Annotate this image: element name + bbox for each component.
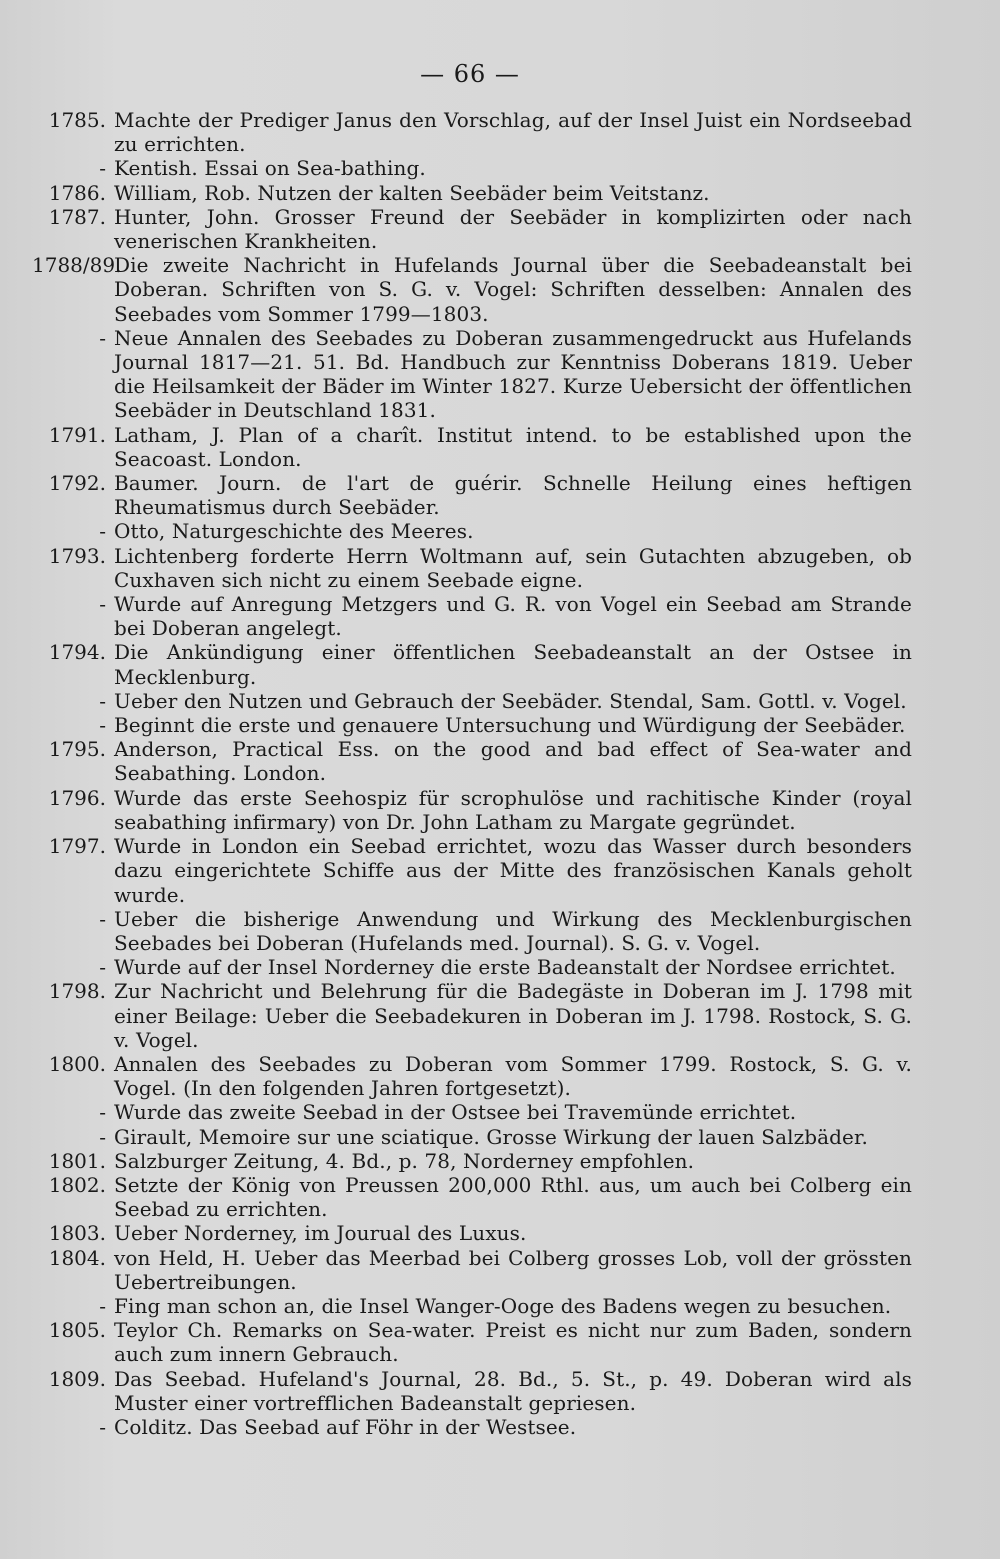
entry-text: Kentish. Essai on Sea-bathing. [114,156,426,181]
entry-year: - [99,955,106,980]
entry-year: - [99,1124,106,1149]
chronology-entry [32,205,912,253]
chronology-entry [32,1318,912,1366]
chronology-entry [32,1294,912,1318]
entry-text: Latham, J. Plan of a charît. Institut intend. to be established upon the Seacoast. London. [114,422,912,471]
entry-year: - [99,1293,106,1318]
chronology-entry [32,640,912,688]
entry-text: Colditz. Das Seebad auf Föhr in der Westsee. [114,1414,577,1439]
chronology-entry [32,737,912,785]
chronology-entry [32,156,912,180]
entry-text: Zur Nachricht und Belehrung für die Badegäste in Doberan im J. 1798 mit einer Beilage: Ueber die Seebadekuren in Doberan im J. 1798. Rostock, S. G. v. Vogel. [114,979,912,1052]
entry-year: - [99,1100,106,1125]
entry-year: 1803. [48,1221,106,1246]
chronology-entry [32,1246,912,1294]
entry-year: 1791. [48,422,106,447]
entry-year: 1797. [48,834,106,859]
entry-year: 1805. [48,1318,106,1343]
entry-text: Fing man schon an, die Insel Wanger-Ooge des Badens wegen zu besuchen. [114,1293,892,1318]
entry-year: 1788/89. [32,253,122,278]
entry-text: Wurde auf der Insel Norderney die erste Badeanstalt der Nordsee errichtet. [114,955,896,980]
page-number: — 66 — [420,60,520,88]
entry-text: Die Ankündigung einer öffentlichen Seebadeanstalt an der Ostsee in Mecklenburg. [114,640,912,689]
entry-text: Wurde das erste Seehospiz für scrophulöse und rachitische Kinder (royal seabathing infirmary) von Dr. John Latham zu Margate gegründet. [114,785,912,834]
chronology-entry [32,907,912,955]
chronology-entry [32,1125,912,1149]
entry-year: 1800. [48,1051,106,1076]
entry-text: Beginnt die erste und genauere Untersuchung und Würdigung der Seebäder. [114,713,906,738]
chronology-entry [32,544,912,592]
chronology-entry [32,181,912,205]
entry-year: - [99,519,106,544]
entry-text: Girault, Memoire sur une sciatique. Grosse Wirkung der lauen Salzbäder. [114,1124,868,1149]
entry-year: - [99,688,106,713]
chronology-entry [32,108,912,156]
entry-year: - [99,156,106,181]
chronology-entry [32,1367,912,1415]
entry-year: 1796. [48,785,106,810]
chronology-entry [32,1149,912,1173]
entry-year: - [99,906,106,931]
entry-year: 1787. [48,204,106,229]
chronology-entry [32,423,912,471]
entry-year: - [99,325,106,350]
entry-text: Ueber Norderney, im Jourual des Luxus. [114,1221,527,1246]
entry-text: Ueber die bisherige Anwendung und Wirkung des Mecklenburgischen Seebades bei Doberan (Hufelands med. Journal). S. G. v. Vogel. [114,906,912,955]
chronology-entry [32,834,912,907]
entry-text: Teylor Ch. Remarks on Sea-water. Preist es nicht nur zum Baden, sondern auch zum innern Gebrauch. [114,1318,912,1367]
chronology-entry [32,786,912,834]
entry-year: 1794. [48,640,106,665]
entry-text: Die zweite Nachricht in Hufelands Journal über die Seebadeanstalt bei Doberan. Schriften von S. G. v. Vogel: Schriften desselben: Annalen des Seebades vom Sommer 1799—1803. [114,253,912,326]
entry-text: William, Rob. Nutzen der kalten Seebäder beim Veitstanz. [114,180,710,205]
entry-year: - [99,713,106,738]
chronology-entry [32,1100,912,1124]
chronology-entry [32,979,912,1052]
chronology-entry [32,955,912,979]
chronology-entry [32,592,912,640]
chronology-entry [32,471,912,519]
entry-text: von Held, H. Ueber das Meerbad bei Colberg grosses Lob, voll der grössten Uebertreibungen. [114,1245,912,1294]
entry-year: 1802. [48,1172,106,1197]
entry-text: Baumer. Journ. de l'art de guérir. Schnelle Heilung eines heftigen Rheumatismus durch Seebäder. [114,471,912,520]
entry-year: 1809. [48,1366,106,1391]
entry-text: Hunter, John. Grosser Freund der Seebäder in komplizirten oder nach venerischen Krankheiten. [114,204,912,254]
entry-text: Wurde auf Anregung Metzgers und G. R. von Vogel ein Seebad am Strande bei Doberan angelegt. [114,592,912,641]
entry-text: Lichtenberg forderte Herrn Woltmann auf, sein Gutachten abzugeben, ob Cuxhaven sich nicht zu einem Seebade eigne. [114,543,912,592]
chronology-entry [32,519,912,543]
entry-text: Salzburger Zeitung, 4. Bd., p. 78, Norderney empfohlen. [114,1148,695,1173]
entry-year: - [99,592,106,617]
entry-text: Otto, Naturgeschichte des Meeres. [114,519,474,544]
entry-year: 1786. [48,180,106,205]
entry-text: Wurde das zweite Seebad in der Ostsee bei Travemünde errichtet. [114,1100,797,1125]
entry-year: 1798. [48,979,106,1004]
entry-year: 1795. [48,737,106,762]
entry-year: 1792. [48,471,106,496]
entry-year: 1785. [48,108,106,132]
entry-text: Anderson, Practical Ess. on the good and bad effect of Sea-water and Seabathing. London. [114,737,912,786]
chronology-list [32,108,912,1439]
entry-year: 1793. [48,543,106,568]
chronology-entry [32,253,912,326]
chronology-entry [32,689,912,713]
entry-year: - [99,1414,106,1439]
entry-text: Ueber den Nutzen und Gebrauch der Seebäder. Stendal, Sam. Gottl. v. Vogel. [114,688,907,713]
chronology-entry [32,1415,912,1439]
entry-text: Annalen des Seebades zu Doberan vom Sommer 1799. Rostock, S. G. v. Vogel. (In den folgenden Jahren fortgesetzt). [114,1051,912,1101]
entry-year: 1804. [48,1245,106,1270]
entry-text: Machte der Prediger Janus den Vorschlag, auf der Insel Juist ein Nordseebad zu errichten. [114,108,912,157]
entry-text: Setzte der König von Preussen 200,000 Rthl. aus, um auch bei Colberg ein Seebad zu errichten. [114,1172,912,1222]
chronology-entry [32,713,912,737]
entry-text: Das Seebad. Hufeland's Journal, 28. Bd., 5. St., p. 49. Doberan wird als Muster einer vortrefflichen Badeanstalt gepriesen. [114,1366,912,1415]
chronology-entry [32,1052,912,1100]
entry-year: 1801. [48,1148,106,1173]
chronology-entry [32,1173,912,1221]
entry-text: Wurde in London ein Seebad errichtet, wozu das Wasser durch besonders dazu eingerichtete Schiffe aus der Mitte des französischen Kanals geholt wurde. [114,834,912,907]
chronology-entry [32,1221,912,1245]
chronology-entry [32,326,912,423]
entry-text: Neue Annalen des Seebades zu Doberan zusammengedruckt aus Hufelands Journal 1817—21. 51. Bd. Handbuch zur Kenntniss Doberans 1819. Ueber die Heilsamkeit der Bäder im Winter 1827. Kurze Uebersicht der öffentlichen Seebäder in Deutschland 1831. [114,325,912,423]
